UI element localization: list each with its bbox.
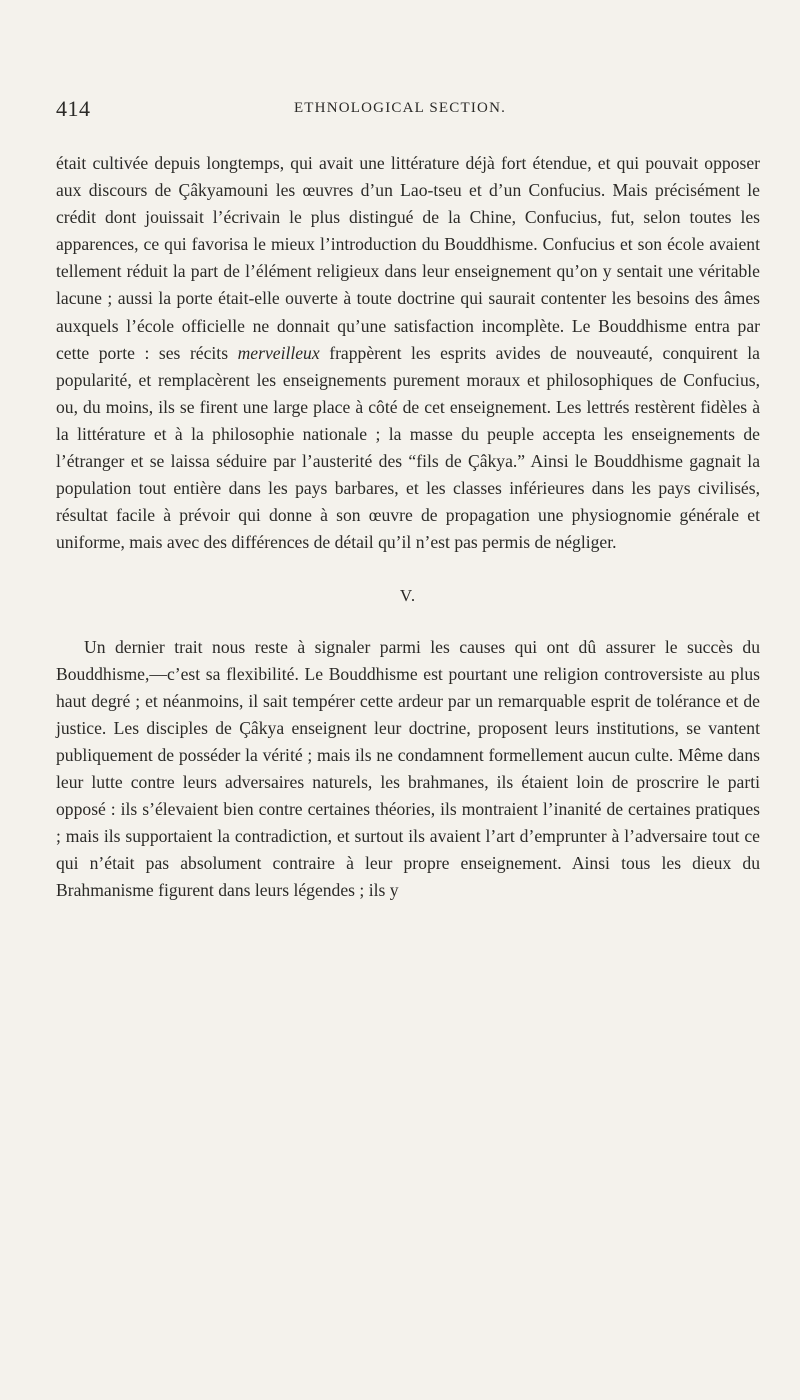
italic-word: merveilleux xyxy=(237,342,320,363)
paragraph-continuation xyxy=(56,150,760,556)
section-numeral: V. xyxy=(399,586,417,606)
body-text xyxy=(56,150,760,904)
running-head: ETHNOLOGICAL SECTION. xyxy=(293,100,507,116)
paragraph-text: frappèrent les esprits avides de nouveauté, conquirent la popularité, et remplacèrent les enseignements purement moraux et philosophiques de Confucius, ou, du moins, ils se firent une large place à côté de cet enseignement. Les lettrés restèrent fidèles à la littérature et à la philosophie nationale ; la masse du peuple accepta les enseignements de l’étranger et se laissa séduire par l’austerité des “fils de Çâkya.” Ainsi le Bouddhisme gagnait la population tout entière dans les pays barbares, et les classes inférieures dans les pays civilisés, résultat facile à prévoir qui donne à son œuvre de propagation une physiognomie générale et uniforme, mais avec des différences de détail qu’il n’est pas permis de négliger. xyxy=(56,342,760,553)
page-number: 414 xyxy=(56,96,91,121)
paragraph-section-v: Un dernier trait nous reste à signaler parmi les causes qui ont dû assurer le succès du Bouddhisme,—c’est sa flexibilité. Le Bouddhisme est pourtant une religion controversiste au plus haut degré ; et néanmoins, il sait tempérer cette ardeur par un remarquable esprit de tolérance et de justice. Les disciples de Çâkya enseignent leur doctrine, proposent leurs institutions, se vantent publiquement de posséder la vérité ; mais ils ne condamnent formellement aucun culte. Même dans leur lutte contre leurs adversaires naturels, les brahmanes, ils étaient loin de proscrire le parti opposé : ils s’élevaient bien contre certaines théories, ils montraient l’inanité de certaines pratiques ; mais ils supportaient la contradiction, et surtout ils avaient l’art d’emprunter à l’adversaire tout ce qui n’était pas absolument contraire à leur propre enseignement. Ainsi tous les dieux du Brahmanisme figurent dans leurs légendes ; ils y xyxy=(56,636,760,901)
page-header xyxy=(0,96,800,126)
paragraph-text: était cultivée depuis longtemps, qui avait une littérature déjà fort étendue, et qui pouvait opposer aux discours de Çâkyamouni les œuvres d’un Lao-tseu et d’un Confucius. Mais précisément le crédit dont jouissait l’écrivain le plus distingué de la Chine, Confucius, fut, selon toutes les apparences, ce qui favorisa le mieux l’introduction du Bouddhisme. Confucius et son école avaient tellement réduit la part de l’élément religieux dans leur enseignement qu’on y sentait une véritable lacune ; aussi la porte était-elle ouverte à toute doctrine qui saurait contenter les besoins des âmes auxquels l’école officielle ne donnait qu’une satisfaction incomplète. Le Bouddhisme entra par cette porte : ses récits xyxy=(56,153,760,363)
